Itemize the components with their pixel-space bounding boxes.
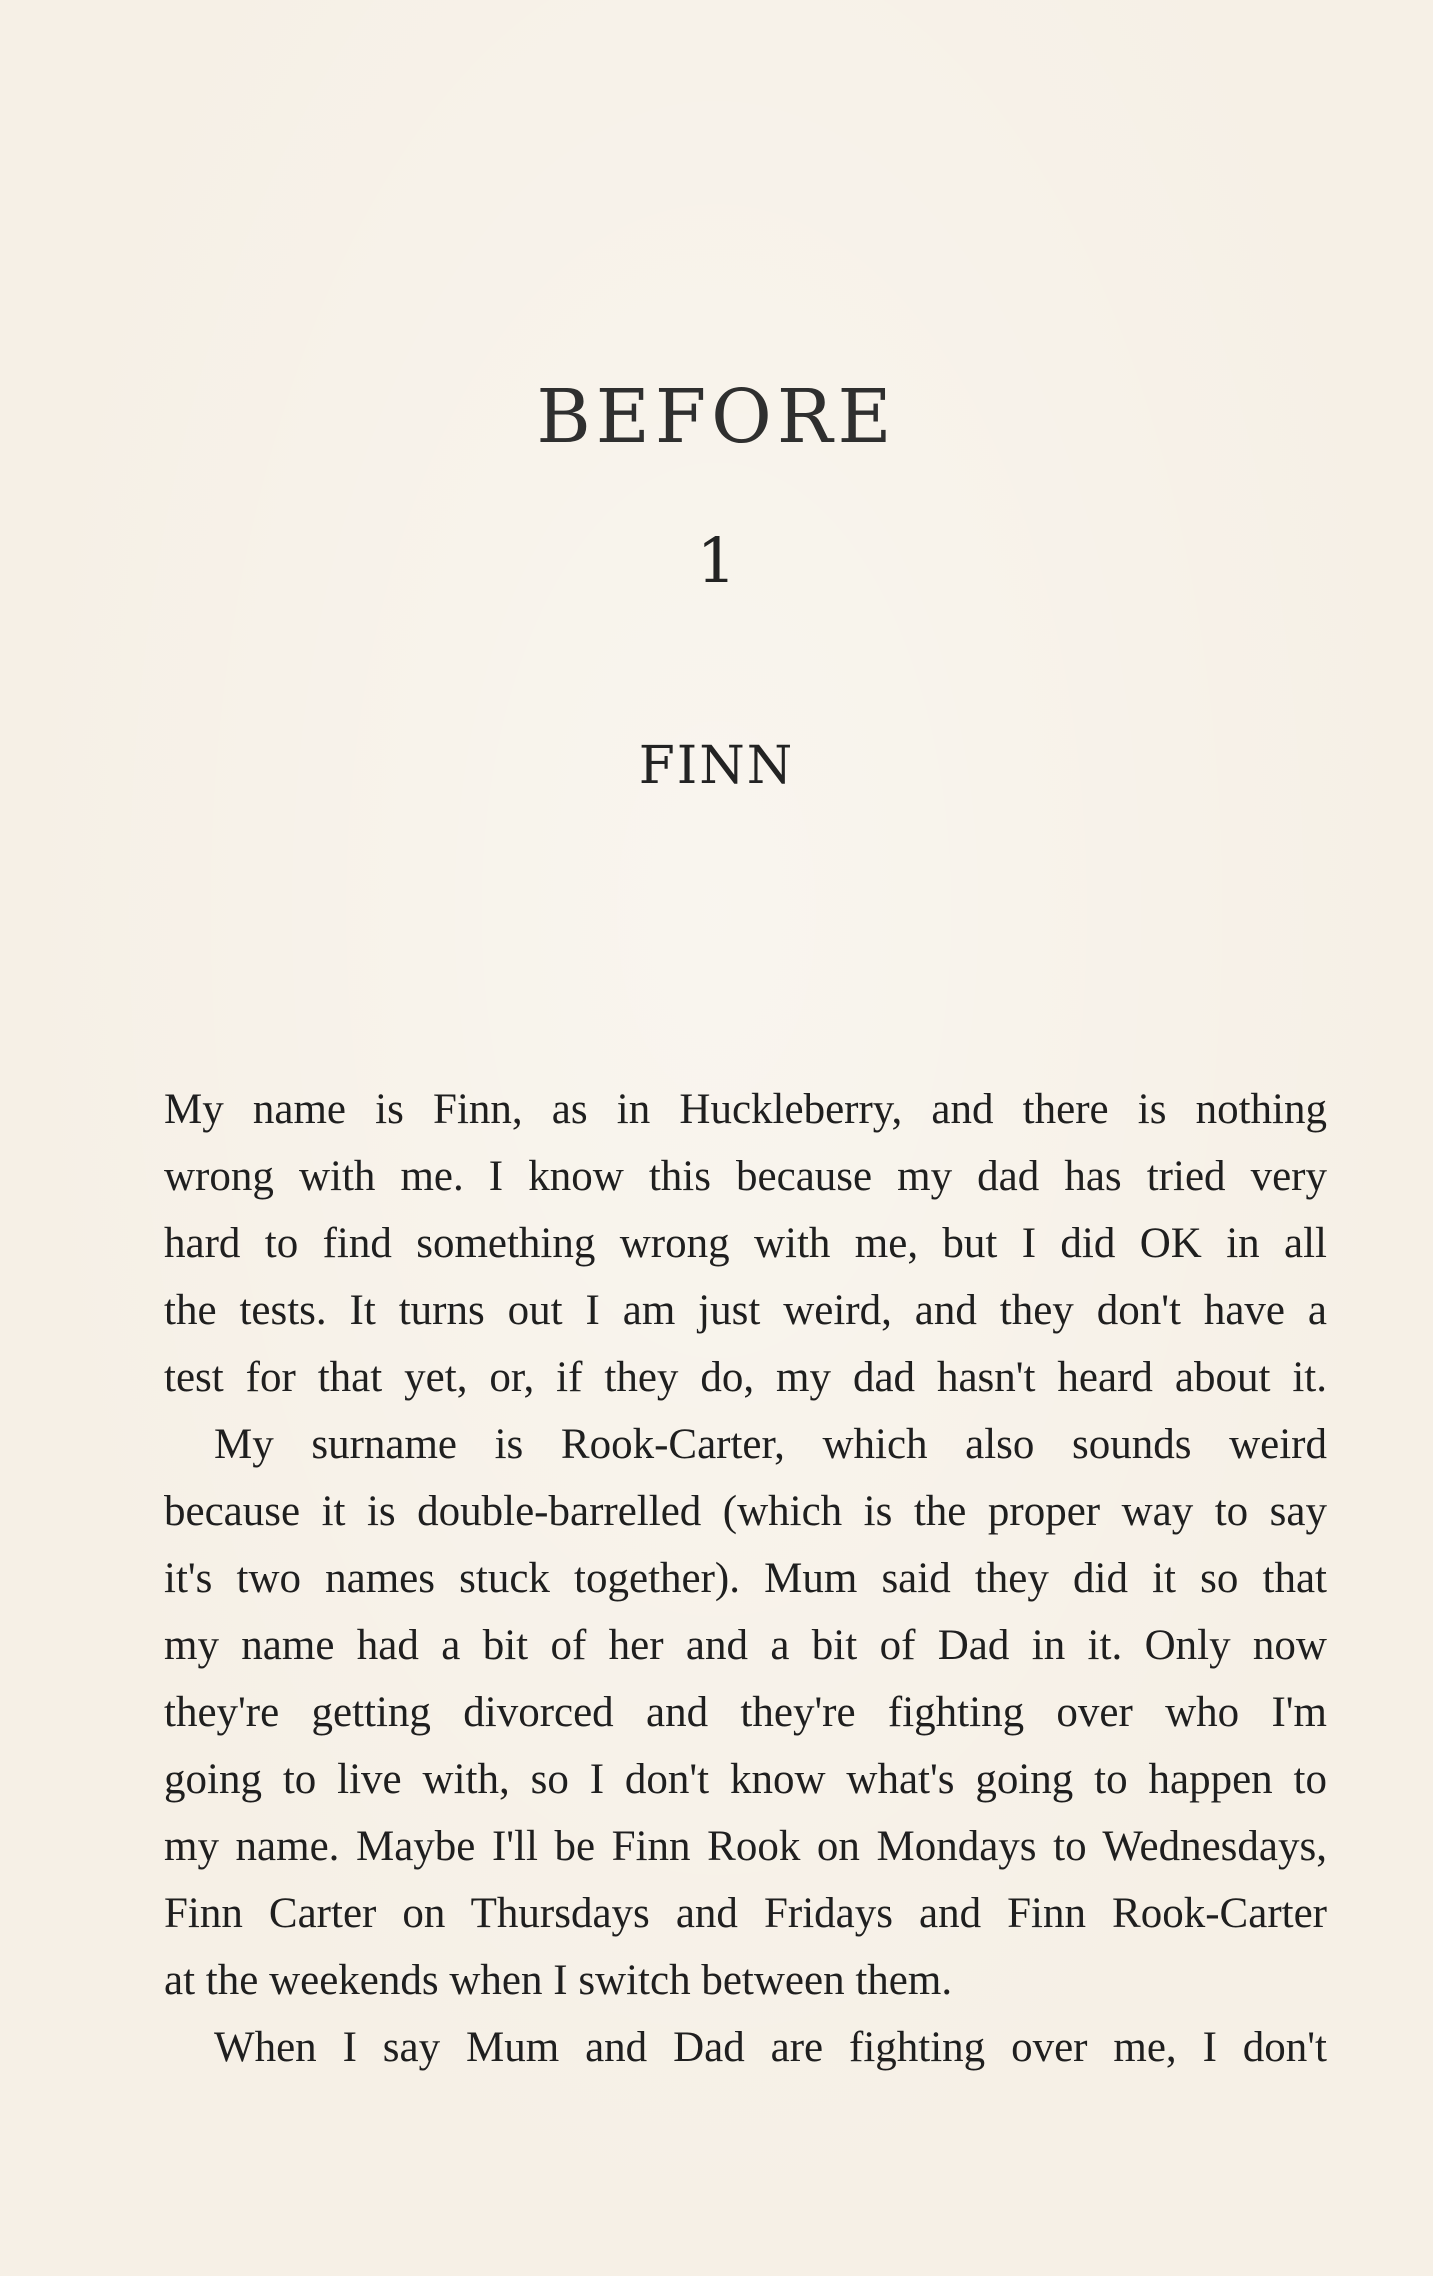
text-line: When I say Mum and Dad are fighting over me, I don't [214, 2024, 1327, 2071]
text-line: at the weekends when I switch between them. [164, 1957, 953, 2004]
chapter-number: 1 [696, 524, 737, 597]
text-line: because it is double-barrelled (which is the proper way to say [164, 1488, 1327, 1535]
part-title: BEFORE [536, 374, 897, 460]
chapter-name: FINN [638, 736, 795, 796]
text-line: wrong with me. I know this because my dad has tried very [164, 1153, 1327, 1200]
text-line: going to live with, so I don't know what's going to happen to [164, 1756, 1327, 1803]
text-line: My surname is Rook-Carter, which also sounds weird [214, 1421, 1327, 1468]
text-line: hard to find something wrong with me, but I did OK in all [164, 1220, 1327, 1267]
text-line: it's two names stuck together). Mum said they did it so that [164, 1555, 1327, 1602]
paragraph-2 [164, 1411, 1327, 2014]
text-line: test for that yet, or, if they do, my dad hasn't heard about it. [164, 1354, 1327, 1401]
chapter-body [164, 1076, 1327, 2081]
text-line: they're getting divorced and they're fighting over who I'm [164, 1689, 1327, 1736]
text-line: My name is Finn, as in Huckleberry, and there is nothing [164, 1086, 1327, 1133]
text-line: the tests. It turns out I am just weird, and they don't have a [164, 1287, 1327, 1334]
text-line: Finn Carter on Thursdays and Fridays and Finn Rook-Carter [164, 1890, 1327, 1937]
text-line: my name. Maybe I'll be Finn Rook on Mondays to Wednesdays, [164, 1823, 1327, 1870]
text-line: my name had a bit of her and a bit of Dad in it. Only now [164, 1622, 1327, 1669]
paragraph-3 [164, 2014, 1327, 2081]
paragraph-1 [164, 1076, 1327, 1411]
